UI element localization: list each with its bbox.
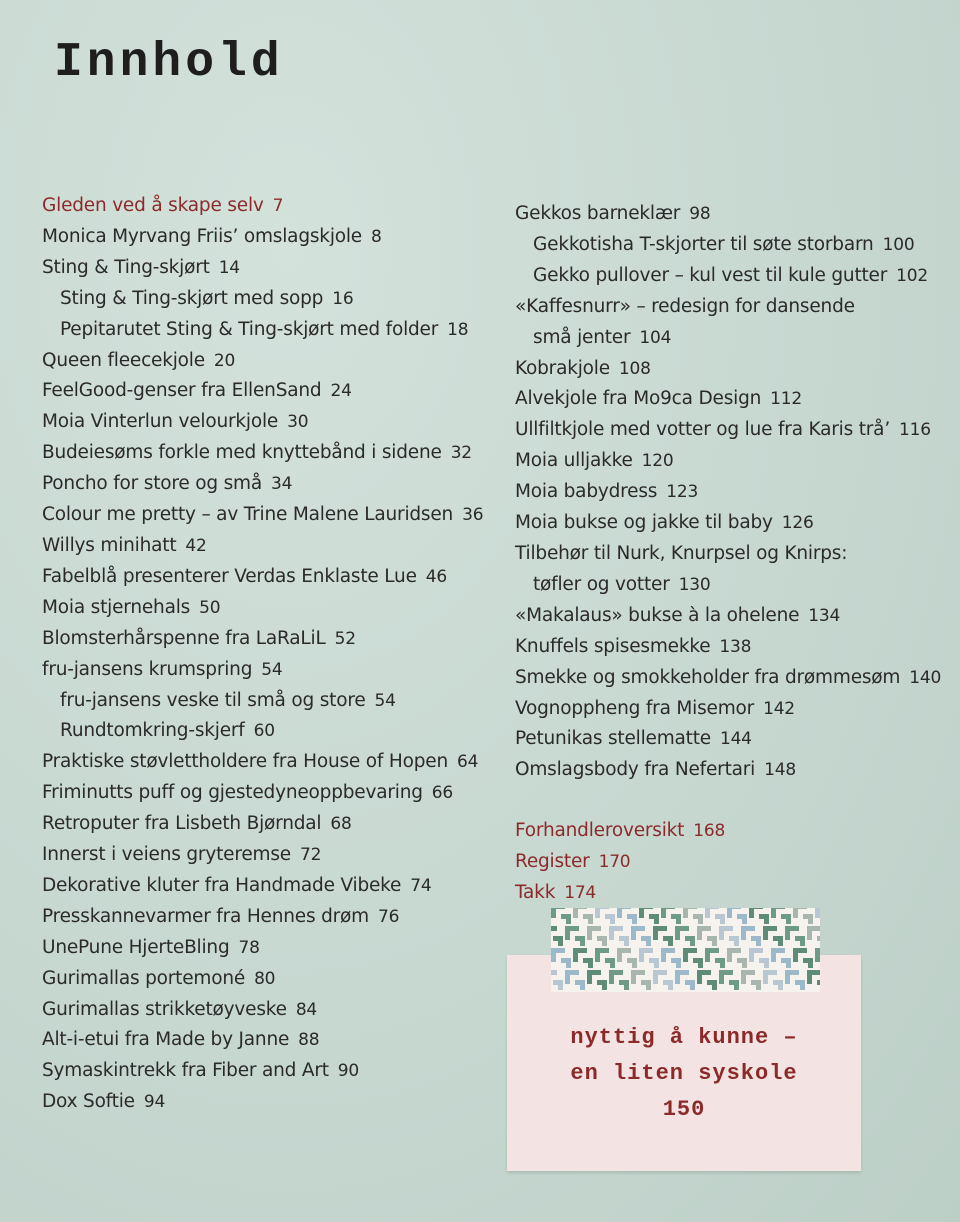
- pocket-label: [507, 1020, 861, 1128]
- toc-entry-page-number: 174: [564, 883, 597, 904]
- toc-entry: [42, 686, 483, 717]
- toc-entry-title: Forhandleroversikt: [515, 820, 685, 842]
- toc-entry-title: Praktiske støvlettholdere fra House of Hopen: [42, 751, 448, 773]
- toc-entry-title: Budeiesøms forkle med knyttebånd i sidene: [42, 442, 442, 464]
- toc-entry-title: Dekorative kluter fra Handmade Vibeke: [42, 874, 402, 896]
- toc-entry: [42, 747, 483, 778]
- toc-entry-title: Sting & Ting-skjørt med sopp: [60, 287, 324, 309]
- toc-entry-page-number: 36: [462, 505, 484, 526]
- toc-entry-title: Gekko pullover – kul vest til kule gutter: [533, 264, 888, 286]
- toc-entry: [42, 716, 483, 747]
- toc-entry-title: Gurimallas portemoné: [42, 967, 246, 989]
- toc-entry-title: Vognoppheng fra Misemor: [515, 697, 755, 719]
- toc-entry-title: Sting & Ting-skjørt: [42, 256, 210, 278]
- toc-entry-title: Moia ulljakke: [515, 450, 633, 472]
- toc-entry-title: Smekke og smokkeholder fra drømmesøm: [515, 666, 901, 688]
- toc-entry: [42, 376, 483, 407]
- toc-entry: [42, 593, 483, 624]
- toc-entry-page-number: 84: [295, 999, 318, 1020]
- toc-entry: [515, 384, 941, 415]
- toc-entry-page-number: 170: [598, 852, 631, 873]
- toc-entry: [42, 655, 483, 686]
- toc-entry-title: Takk: [515, 882, 556, 904]
- toc-entry-page-number: 30: [287, 412, 309, 433]
- toc-entry-title: små jenter: [533, 326, 631, 348]
- toc-entry: [515, 724, 941, 755]
- toc-entry-title: Colour me pretty – av Trine Malene Lauridsen: [42, 504, 454, 526]
- toc-entry-page-number: 94: [143, 1092, 166, 1113]
- toc-entry-title: Kobrakjole: [515, 357, 610, 379]
- toc-entry-page-number: 34: [270, 474, 293, 495]
- toc-entry-page-number: 52: [334, 628, 356, 649]
- toc-entry-title: Petunikas stellematte: [515, 728, 711, 750]
- toc-entry: [515, 261, 941, 292]
- toc-entry-title: Omslagsbody fra Nefertari: [515, 759, 756, 781]
- toc-entry: [42, 778, 483, 809]
- toc-entry-page-number: 64: [456, 752, 479, 773]
- toc-entry: [42, 933, 483, 964]
- toc-entry-title: Gekkotisha T-skjorter til søte storbarn: [533, 233, 874, 255]
- toc-entry-page-number: 104: [639, 327, 672, 348]
- toc-entry: [515, 477, 941, 508]
- toc-entry: [515, 755, 941, 786]
- toc-entry-page-number: 100: [882, 234, 915, 255]
- toc-entry: [42, 253, 483, 284]
- toc-entry-title: Ullfiltkjole med votter og lue fra Karis trå’: [515, 419, 891, 441]
- toc-entry: [42, 469, 483, 500]
- toc-entry-page-number: 88: [298, 1030, 320, 1051]
- toc-entry-title: «Makalaus» bukse à la ohelene: [515, 604, 800, 626]
- toc-entry-page-number: 142: [763, 698, 795, 719]
- toc-entry: [42, 346, 483, 377]
- toc-entry-title: Tilbehør til Nurk, Knurpsel og Knirps:: [515, 542, 848, 564]
- toc-entry-page-number: 42: [185, 535, 207, 556]
- toc-entry-title: UnePune HjerteBling: [42, 936, 230, 958]
- patterned-fabric-strip: [551, 908, 820, 992]
- toc-entry-page-number: 140: [909, 667, 942, 688]
- toc-entry-title: fru-jansens krumspring: [42, 658, 253, 680]
- toc-entry: [515, 354, 941, 385]
- toc-entry-title: Alt-i-etui fra Made by Janne: [42, 1029, 290, 1051]
- toc-entry-page-number: 72: [299, 845, 322, 866]
- toc-entry-page-number: 120: [641, 451, 674, 472]
- toc-entry-page-number: 60: [253, 721, 275, 742]
- toc-entry: [42, 500, 483, 531]
- toc-entry: [42, 315, 483, 346]
- toc-entry-title: Blomsterhårspenne fra LaRaLiL: [42, 627, 326, 649]
- toc-entry: [515, 816, 941, 847]
- toc-entry-title: Friminutts puff og gjestedyneoppbevaring: [42, 782, 423, 804]
- toc-entry-page-number: 144: [719, 729, 752, 750]
- toc-entry-title: Register: [515, 851, 590, 873]
- toc-entry-page-number: 7: [272, 196, 284, 216]
- toc-entry: [42, 407, 483, 438]
- toc-entry: [42, 964, 483, 995]
- toc-entry: [42, 562, 483, 593]
- toc-entry: [42, 902, 483, 933]
- toc-entry: [42, 531, 483, 562]
- toc-entry-title: Alvekjole fra Mo9ca Design: [515, 388, 762, 410]
- page-title: Innhold: [54, 36, 284, 90]
- pocket-line-1: nyttig å kunne –: [570, 1025, 798, 1050]
- toc-entry-title: Pepitarutet Sting & Ting-skjørt med folder: [60, 318, 439, 340]
- toc-entry: [42, 840, 483, 871]
- toc-entry: [42, 284, 483, 315]
- toc-entry-page-number: 46: [425, 566, 447, 587]
- toc-entry-page-number: 148: [764, 760, 796, 781]
- toc-entry-page-number: 168: [693, 821, 726, 842]
- toc-entry: [515, 323, 941, 354]
- toc-left-column: [42, 191, 483, 1118]
- toc-entry-title: tøfler og votter: [533, 573, 670, 595]
- toc-entry-page-number: 134: [808, 605, 841, 626]
- toc-entry: [42, 871, 483, 902]
- toc-entry: [515, 199, 941, 230]
- toc-entry-page-number: 138: [719, 636, 752, 657]
- toc-entry-page-number: 76: [377, 906, 400, 927]
- toc-entry-page-number: 98: [689, 204, 711, 224]
- toc-entry-page-number: 20: [213, 350, 236, 371]
- pocket-page-number: 150: [662, 1097, 706, 1122]
- toc-entry-title: Rundtomkring-skjerf: [60, 720, 245, 742]
- toc-entry: [42, 1087, 483, 1118]
- toc-entry-page-number: 16: [332, 288, 354, 309]
- toc-entry: [515, 878, 941, 909]
- toc-entry-title: Monica Myrvang Friis’ omslagskjole: [42, 225, 362, 247]
- toc-entry-page-number: 90: [337, 1061, 360, 1082]
- toc-entry: [515, 570, 941, 601]
- toc-entry-title: Moia babydress: [515, 481, 658, 503]
- toc-entry-page-number: 78: [238, 937, 260, 958]
- toc-entry: [515, 601, 941, 632]
- toc-entry-page-number: 32: [450, 443, 472, 464]
- toc-entry-page-number: 126: [781, 513, 814, 534]
- toc-right-column: [515, 199, 941, 909]
- toc-entry-title: «Kaffesnurr» – redesign for dansende: [515, 295, 855, 317]
- toc-entry: [515, 847, 941, 878]
- toc-entry: [42, 624, 483, 655]
- toc-entry: [515, 694, 941, 725]
- toc-entry: [515, 632, 941, 663]
- toc-entry-page-number: 54: [261, 659, 283, 680]
- toc-entry-page-number: 130: [678, 574, 711, 595]
- toc-entry-title: Queen fleecekjole: [42, 349, 205, 371]
- toc-entry: [515, 508, 941, 539]
- toc-entry-title: Moia bukse og jakke til baby: [515, 512, 773, 534]
- toc-entry: [515, 663, 941, 694]
- toc-entry-page-number: 54: [374, 690, 396, 711]
- toc-entry: [42, 1056, 483, 1087]
- toc-entry: [515, 539, 941, 570]
- toc-entry: [515, 415, 941, 446]
- toc-entry-page-number: 8: [371, 226, 382, 247]
- toc-entry-title: FeelGood-genser fra EllenSand: [42, 380, 322, 402]
- toc-entry: [42, 809, 483, 840]
- toc-entry-title: Moia stjernehals: [42, 596, 191, 618]
- toc-entry: [42, 438, 483, 469]
- toc-entry: [42, 222, 483, 253]
- pocket-line-2: en liten syskole: [570, 1061, 798, 1086]
- toc-entry-page-number: 50: [199, 597, 221, 618]
- toc-entry: [42, 191, 483, 222]
- toc-entry-title: Willys minihatt: [42, 534, 177, 556]
- toc-entry-title: Moia Vinterlun velourkjole: [42, 411, 279, 433]
- toc-entry: [42, 1025, 483, 1056]
- toc-entry-page-number: 14: [218, 257, 240, 278]
- toc-entry-page-number: 66: [431, 783, 453, 804]
- toc-entry-title: Symaskintrekk fra Fiber and Art: [42, 1060, 329, 1082]
- toc-entry-page-number: 80: [254, 968, 276, 989]
- toc-entry-title: Retroputer fra Lisbeth Bjørndal: [42, 813, 322, 835]
- toc-entry: [515, 446, 941, 477]
- toc-entry-page-number: 68: [330, 814, 352, 835]
- toc-entry-title: Gleden ved å skape selv: [42, 195, 264, 216]
- toc-entry-title: Gurimallas strikketøyveske: [42, 998, 287, 1020]
- toc-entry-title: Innerst i veiens gryteremse: [42, 844, 291, 866]
- toc-entry-title: Knuffels spisesmekke: [515, 635, 711, 657]
- toc-entry-title: Fabelblå presenterer Verdas Enklaste Lue: [42, 565, 417, 587]
- toc-entry-page-number: 123: [666, 482, 699, 503]
- toc-entry-page-number: 18: [447, 319, 469, 340]
- toc-entry-page-number: 74: [410, 875, 432, 896]
- toc-entry: [42, 995, 483, 1026]
- toc-entry-title: Poncho for store og små: [42, 473, 262, 495]
- toc-entry: [515, 230, 941, 261]
- toc-entry-page-number: 102: [896, 265, 928, 286]
- toc-entry-page-number: 116: [899, 420, 931, 441]
- toc-entry-title: fru-jansens veske til små og store: [60, 689, 366, 711]
- toc-entry-page-number: 112: [770, 389, 803, 410]
- toc-entry-title: Gekkos barneklær: [515, 203, 681, 224]
- toc-entry-page-number: 108: [618, 358, 651, 379]
- toc-entry-title: Dox Softie: [42, 1091, 135, 1113]
- toc-entry: [515, 292, 941, 323]
- toc-entry-title: Presskannevarmer fra Hennes drøm: [42, 905, 369, 927]
- toc-entry-page-number: 24: [330, 381, 352, 402]
